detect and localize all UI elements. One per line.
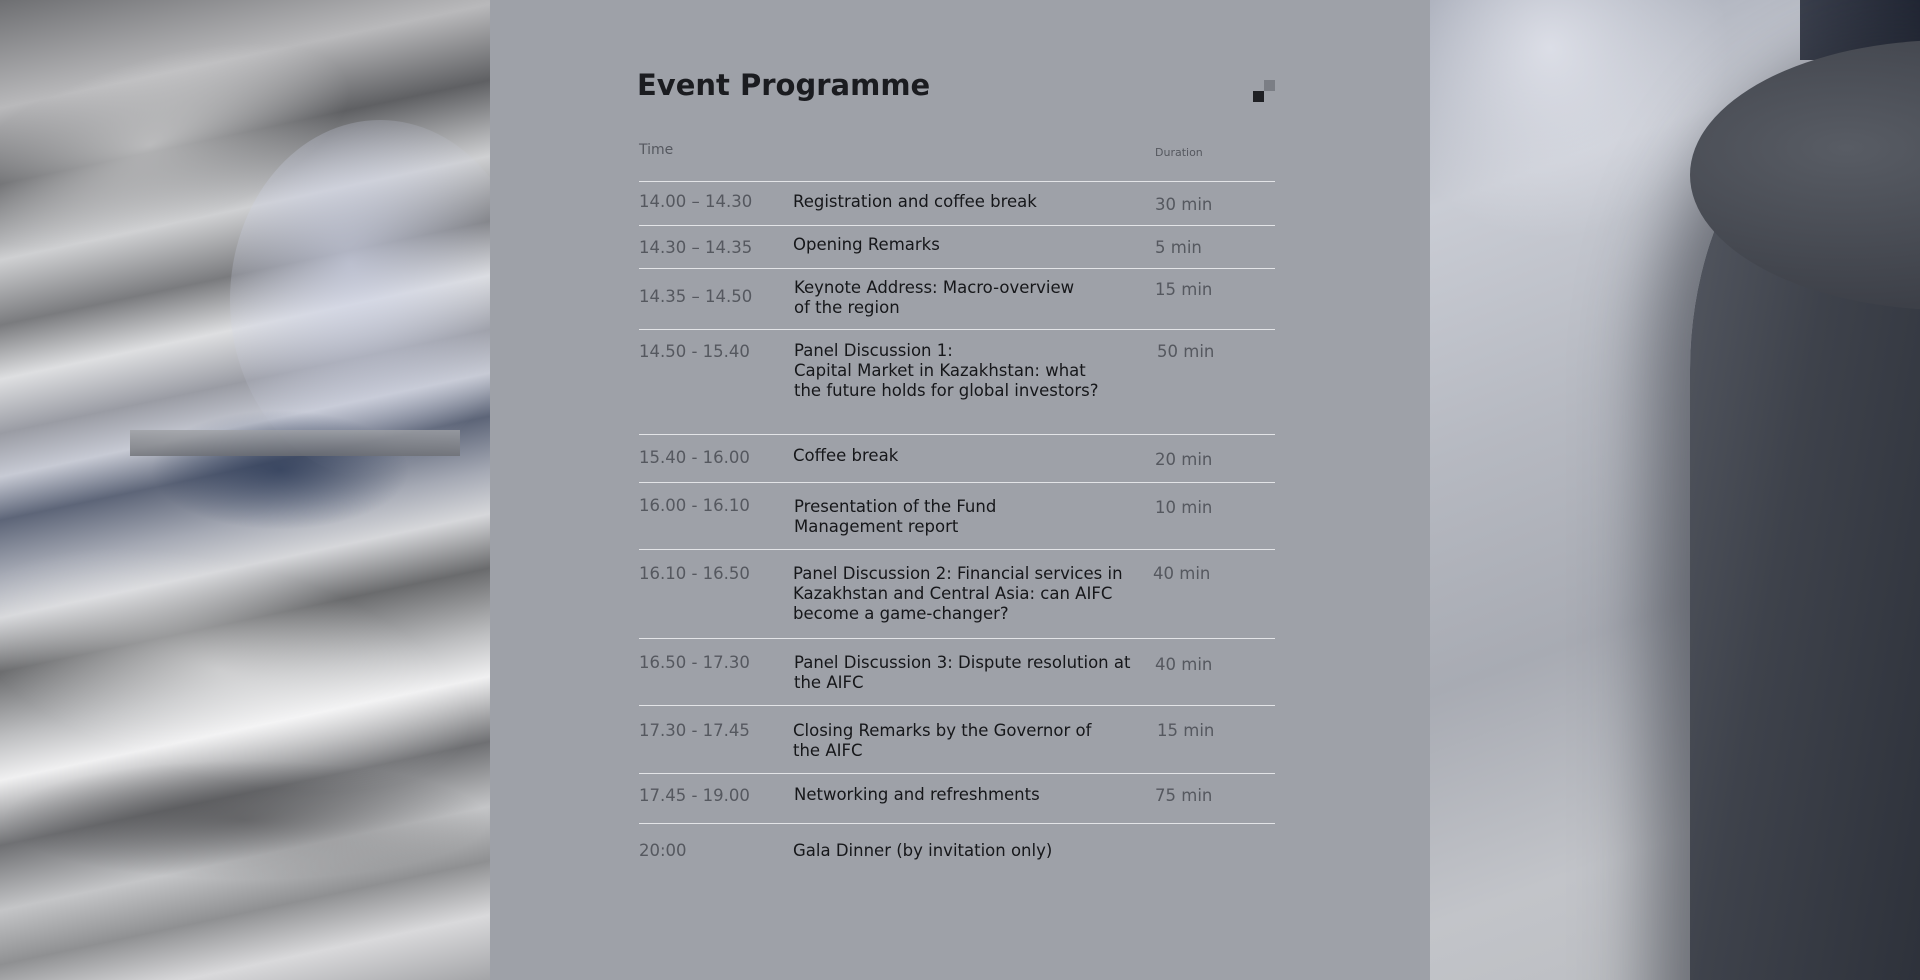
row-duration: 20 min bbox=[1155, 450, 1213, 469]
programme-row bbox=[639, 549, 1275, 639]
programme-row bbox=[639, 181, 1275, 226]
row-time: 16.50 - 17.30 bbox=[639, 653, 750, 672]
row-time: 14.50 - 15.40 bbox=[639, 342, 750, 361]
row-time: 14.30 – 14.35 bbox=[639, 238, 753, 257]
row-duration: 50 min bbox=[1157, 342, 1215, 361]
background-glow bbox=[1430, 0, 1730, 240]
background-shadow bbox=[150, 410, 410, 530]
row-title: Gala Dinner (by invitation only) bbox=[793, 841, 1053, 860]
background-left-metallic bbox=[0, 0, 490, 980]
row-time: 14.35 – 14.50 bbox=[639, 287, 753, 306]
row-time: 14.00 – 14.30 bbox=[639, 192, 753, 211]
row-duration: 75 min bbox=[1155, 786, 1213, 805]
row-time: 16.10 - 16.50 bbox=[639, 564, 750, 583]
programme-row bbox=[639, 268, 1275, 330]
row-title: Panel Discussion 1: Capital Market in Kazakhstan: what the future holds for global investors? bbox=[794, 341, 1099, 400]
column-header-duration: Duration bbox=[1155, 146, 1203, 159]
background-shadow bbox=[0, 760, 490, 880]
row-time: 20:00 bbox=[639, 841, 687, 860]
row-duration: 10 min bbox=[1155, 498, 1213, 517]
programme-row bbox=[639, 482, 1275, 550]
row-duration: 5 min bbox=[1155, 238, 1202, 257]
row-time: 16.00 - 16.10 bbox=[639, 496, 750, 515]
programme-row bbox=[639, 434, 1275, 483]
row-title: Closing Remarks by the Governor of the AIFC bbox=[793, 721, 1092, 760]
row-duration: 40 min bbox=[1155, 655, 1213, 674]
programme-row bbox=[639, 823, 1275, 874]
row-title: Opening Remarks bbox=[793, 235, 940, 254]
row-duration: 40 min bbox=[1153, 564, 1211, 583]
background-bar bbox=[130, 430, 460, 456]
programme-row bbox=[639, 773, 1275, 824]
row-title: Registration and coffee break bbox=[793, 192, 1037, 211]
two-squares-logo-icon bbox=[1253, 80, 1275, 102]
row-title: Panel Discussion 3: Dispute resolution at the AIFC bbox=[794, 653, 1131, 692]
programme-row bbox=[639, 225, 1275, 269]
programme-row bbox=[639, 638, 1275, 706]
logo-square-dark bbox=[1253, 91, 1264, 102]
row-title: Panel Discussion 2: Financial services in Kazakhstan and Central Asia: can AIFC become a game-changer? bbox=[793, 564, 1123, 623]
row-title: Networking and refreshments bbox=[794, 785, 1040, 804]
column-header-time: Time bbox=[639, 142, 674, 158]
background-right-cylinder bbox=[1430, 0, 1920, 980]
row-time: 15.40 - 16.00 bbox=[639, 448, 750, 467]
row-title: Presentation of the Fund Management report bbox=[794, 497, 997, 536]
row-time: 17.30 - 17.45 bbox=[639, 721, 750, 740]
programme-row bbox=[639, 329, 1275, 435]
row-title: Coffee break bbox=[793, 446, 899, 465]
programme-row bbox=[639, 705, 1275, 774]
row-duration: 15 min bbox=[1155, 280, 1213, 299]
row-time: 17.45 - 19.00 bbox=[639, 786, 750, 805]
page-title: Event Programme bbox=[637, 68, 931, 102]
logo-square-light bbox=[1264, 80, 1275, 91]
row-duration: 15 min bbox=[1157, 721, 1215, 740]
row-duration: 30 min bbox=[1155, 195, 1213, 214]
programme-panel bbox=[490, 0, 1430, 980]
row-title: Keynote Address: Macro-overview of the region bbox=[794, 278, 1075, 317]
